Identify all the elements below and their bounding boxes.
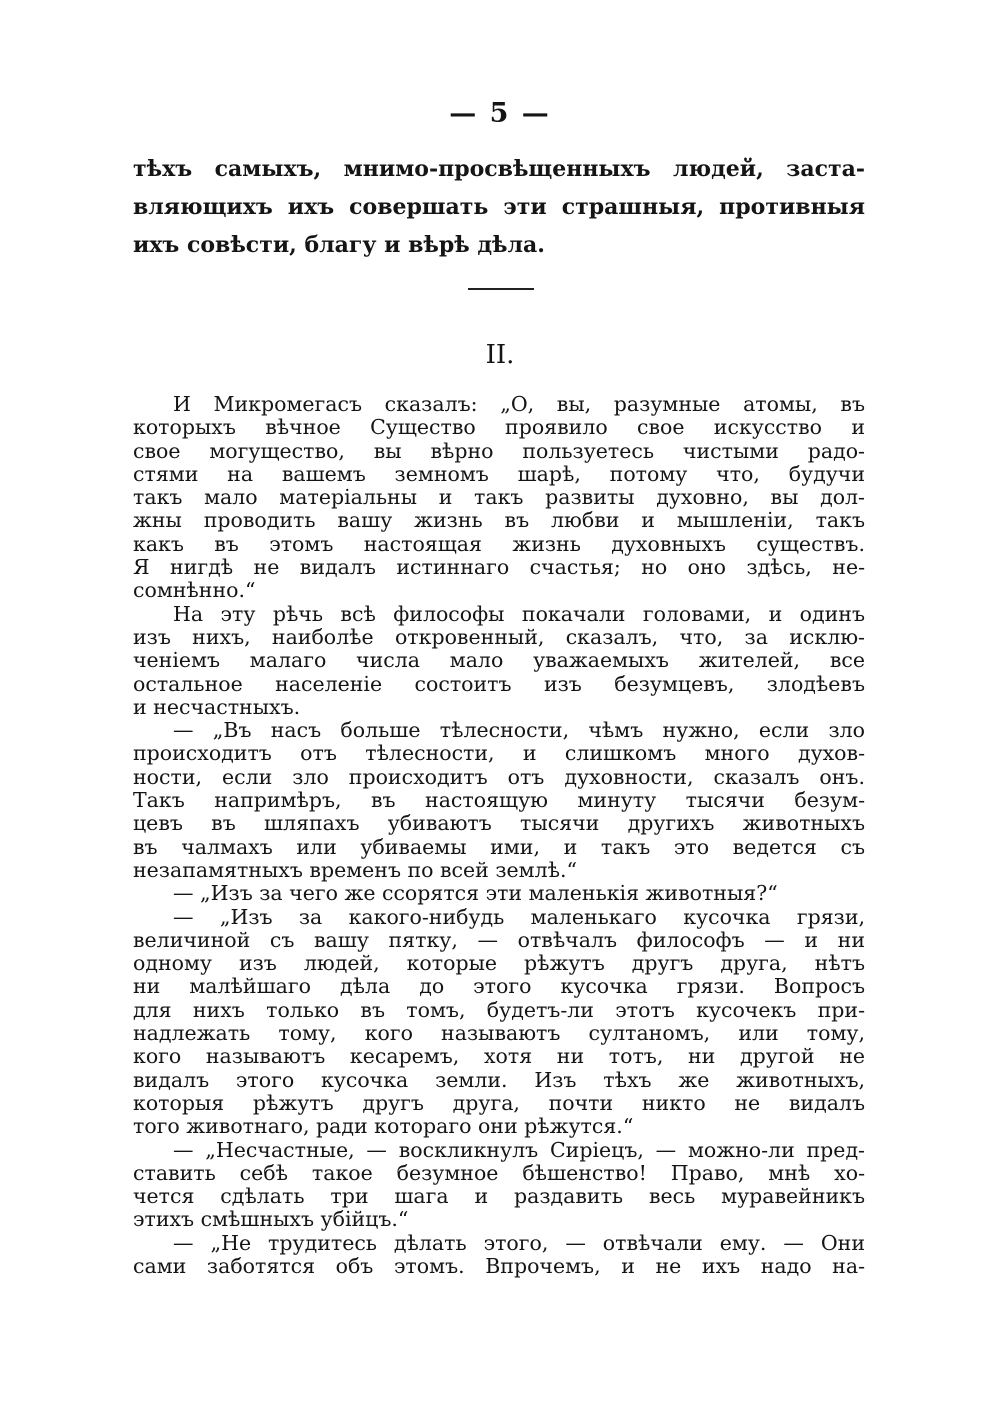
- text-line: для нихъ только въ томъ, будетъ-ли этотъ кусочекъ при-: [133, 998, 865, 1022]
- text-line: Я нигдѣ не видалъ истиннаго счастья; но оно здѣсь, не-: [133, 556, 865, 580]
- text-line: свое могущество, вы вѣрно пользуетесь чистыми радо-: [133, 439, 865, 463]
- text-line: ни малѣйшаго дѣла до этого кусочка грязи. Вопросъ: [133, 975, 865, 999]
- text-line: изъ нихъ, наиболѣе откровенный, сказалъ, что, за исклю-: [133, 625, 865, 649]
- text-line: кого называютъ кесаремъ, хотя ни тотъ, ни другой не: [133, 1045, 865, 1069]
- text-line: — „Несчастные, — воскликнулъ Сиріецъ, — можно-ли пред-: [173, 1138, 865, 1162]
- text-line: тѣхъ самыхъ, мнимо-просвѣщенныхъ людей, заста-: [133, 156, 865, 182]
- text-line: одному изъ людей, которые рѣжутъ другъ друга, нѣтъ: [133, 952, 865, 976]
- text-line: которыхъ вѣчное Существо проявило свое искусство и: [133, 416, 865, 440]
- text-line: — „Въ насъ больше тѣлесности, чѣмъ нужно, если зло: [173, 719, 865, 743]
- text-line: видалъ этого кусочка земли. Изъ тѣхъ же животныхъ,: [133, 1068, 865, 1092]
- text-line: въ чалмахъ или убиваемы ими, и такъ это ведется съ: [133, 835, 865, 859]
- text-line: Такъ напримѣръ, въ настоящую минуту тысячи безум-: [133, 789, 865, 813]
- chapter-heading: II.: [485, 340, 515, 370]
- text-line: сомнѣнно.“: [133, 579, 256, 603]
- text-line: ихъ совѣсти, благу и вѣрѣ дѣла.: [133, 232, 545, 258]
- text-line: сами заботятся объ этомъ. Впрочемъ, и не ихъ надо на-: [133, 1254, 865, 1278]
- text-line: вляющихъ ихъ совершать эти страшныя, противныя: [133, 194, 865, 220]
- text-line: и несчастныхъ.: [133, 695, 301, 719]
- text-line: И Микромегасъ сказалъ: „О, вы, разумные атомы, въ: [173, 393, 865, 416]
- text-line: остальное населеніе состоитъ изъ безумцевъ, злодѣевъ: [133, 672, 865, 696]
- continuation-paragraph: [133, 150, 865, 264]
- text-line: — „Изъ за какого-нибудь маленькаго кусочка грязи,: [173, 905, 865, 929]
- text-line: цевъ въ шляпахъ убиваютъ тысячи другихъ животныхъ: [133, 812, 865, 836]
- page-number: — 5 —: [449, 98, 551, 129]
- text-line: ности, если зло происходитъ отъ духовности, сказалъ онъ.: [133, 765, 865, 789]
- text-line: жны проводить вашу жизнь въ любви и мышленіи, такъ: [133, 509, 865, 533]
- text-line: незапамятныхъ временъ по всей землѣ.“: [133, 858, 577, 882]
- text-line: — „Изъ за чего же ссорятся эти маленькія животныя?“: [173, 882, 778, 906]
- text-line: На эту рѣчь всѣ философы покачали головами, и одинъ: [173, 602, 865, 626]
- text-line: ставить себѣ такое безумное бѣшенство! Право, мнѣ хо-: [133, 1161, 865, 1185]
- text-line: того животнаго, ради котораго они рѣжутся.“: [133, 1115, 634, 1139]
- text-line: этихъ смѣшныхъ убійцъ.“: [133, 1208, 409, 1232]
- text-line: надлежать тому, кого называютъ султаномъ, или тому,: [133, 1022, 865, 1046]
- text-line: такъ мало матеріальны и такъ развиты духовно, вы дол-: [133, 486, 865, 510]
- text-line: происходитъ отъ тѣлесности, и слишкомъ много духов-: [133, 742, 865, 766]
- text-line: какъ въ этомъ настоящая жизнь духовныхъ существъ.: [133, 532, 865, 556]
- chapter-body: [133, 393, 865, 1278]
- section-divider: [468, 288, 534, 290]
- text-line: которыя рѣжутъ другъ друга, почти никто не видалъ: [133, 1091, 865, 1115]
- text-line: чется сдѣлать три шага и раздавить весь муравейникъ: [133, 1185, 865, 1209]
- text-line: стями на вашемъ земномъ шарѣ, потому что, будучи: [133, 462, 865, 486]
- text-line: ченіемъ малаго числа мало уважаемыхъ жителей, все: [133, 649, 865, 673]
- text-line: — „Не трудитесь дѣлать этого, — отвѣчали ему. — Они: [173, 1231, 865, 1255]
- text-line: величиной съ вашу пятку, — отвѣчалъ философъ — и ни: [133, 928, 865, 952]
